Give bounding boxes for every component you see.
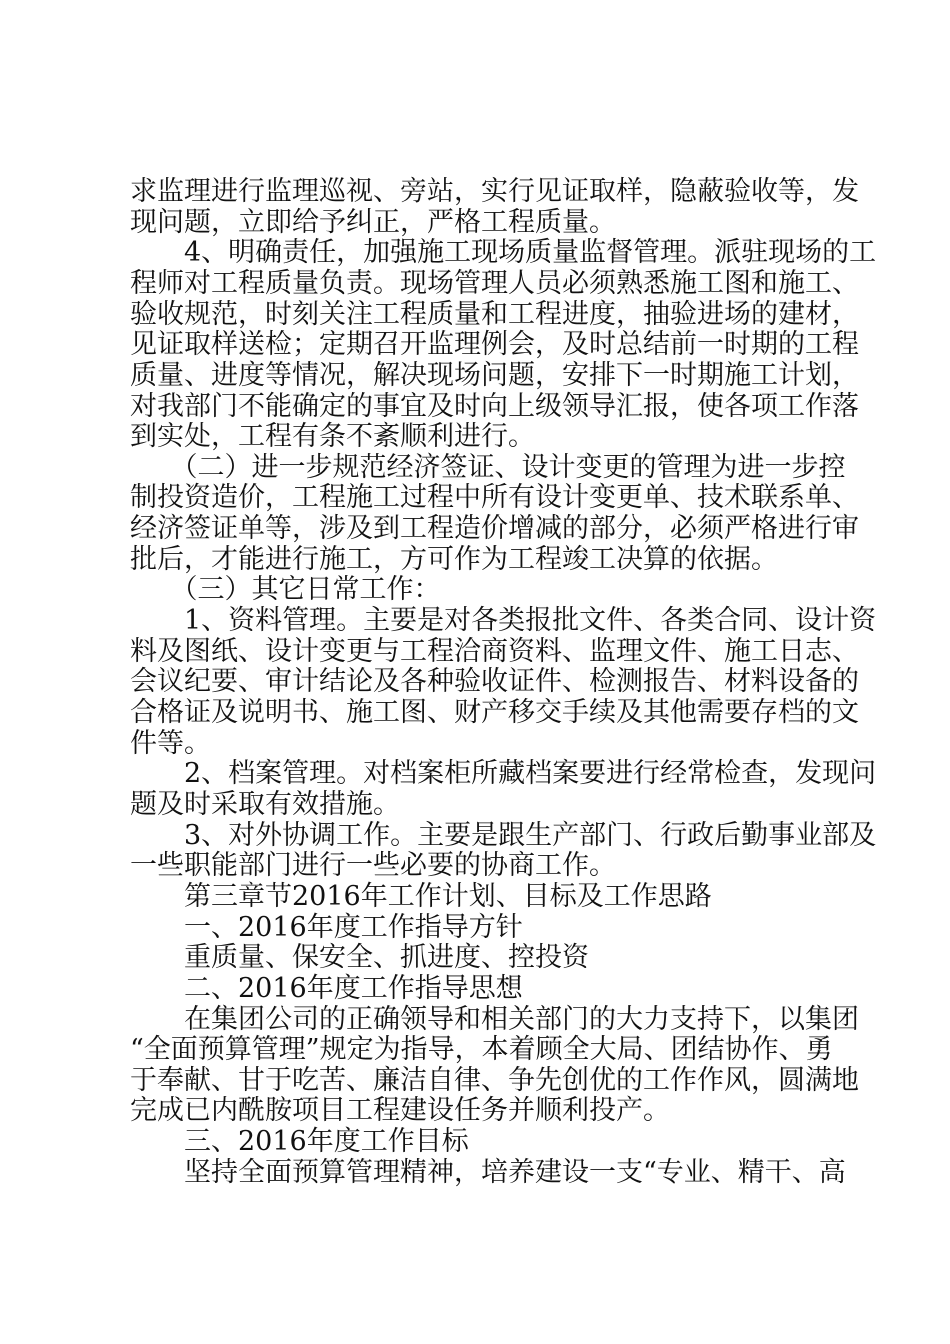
body-line: 2、档案管理。对档案柜所藏档案要进行经常检查，发现问	[130, 758, 877, 790]
body-line: 到实处，工程有条不紊顺利进行。	[130, 421, 535, 453]
body-line: 坚持全面预算管理精神，培养建设一支“专业、精干、高	[130, 1156, 846, 1188]
body-line: 现问题，立即给予纠正，严格工程质量。	[130, 206, 616, 238]
body-line: 对我部门不能确定的事宜及时向上级领导汇报，使各项工作落	[130, 390, 859, 422]
section-heading: 三、2016年度工作目标	[130, 1126, 469, 1158]
body-line: 重质量、保安全、抓进度、控投资	[130, 942, 589, 974]
body-line: 批后，才能进行施工，方可作为工程竣工决算的依据。	[130, 543, 778, 575]
body-line: （三）其它日常工作：	[130, 574, 441, 606]
body-line: 制投资造价，工程施工过程中所有设计变更单、技术联系单、	[130, 482, 859, 514]
body-line: 程师对工程质量负责。现场管理人员必须熟悉施工图和施工、	[130, 267, 859, 299]
body-line: 料及图纸、设计变更与工程洽商资料、监理文件、施工日志、	[130, 635, 859, 667]
body-line: 3、对外协调工作。主要是跟生产部门、行政后勤事业部及	[130, 819, 877, 851]
body-line: 会议纪要、审计结论及各种验收证件、检测报告、材料设备的	[130, 666, 859, 698]
body-line: 4、明确责任，加强施工现场质量监督管理。派驻现场的工	[130, 237, 877, 269]
body-line: 求监理进行监理巡视、旁站，实行见证取样，隐蔽验收等，发	[130, 176, 859, 207]
section-heading: 第三章节2016年工作计划、目标及工作思路	[130, 880, 712, 912]
body-line: 经济签证单等，涉及到工程造价增减的部分，必须严格进行审	[130, 513, 859, 545]
body-line: 于奉献、甘于吃苦、廉洁自律、争先创优的工作作风，圆满地	[130, 1064, 859, 1096]
body-line: “全面预算管理”规定为指导，本着顾全大局、团结协作、勇	[130, 1034, 833, 1066]
body-line: 件等。	[130, 727, 211, 759]
body-line: 一些职能部门进行一些必要的协商工作。	[130, 850, 616, 882]
body-line: 1、资料管理。主要是对各类报批文件、各类合同、设计资	[130, 605, 877, 637]
body-line: 见证取样送检；定期召开监理例会，及时总结前一时期的工程	[130, 329, 859, 361]
body-line: 题及时采取有效措施。	[130, 788, 400, 820]
section-heading: 一、2016年度工作指导方针	[130, 911, 523, 943]
body-line: 验收规范，时刻关注工程质量和工程进度，抽验进场的建材，	[130, 298, 859, 330]
section-heading: 二、2016年度工作指导思想	[130, 972, 523, 1004]
body-line: 在集团公司的正确领导和相关部门的大力支持下，以集团	[130, 1003, 859, 1035]
body-line: 完成已内酰胺项目工程建设任务并顺利投产。	[130, 1095, 670, 1127]
body-line: 合格证及说明书、施工图、财产移交手续及其他需要存档的文	[130, 697, 859, 729]
body-line: 质量、进度等情况，解决现场问题，安排下一时期施工计划，	[130, 359, 859, 391]
body-line: （二）进一步规范经济签证、设计变更的管理为进一步控	[130, 451, 846, 483]
